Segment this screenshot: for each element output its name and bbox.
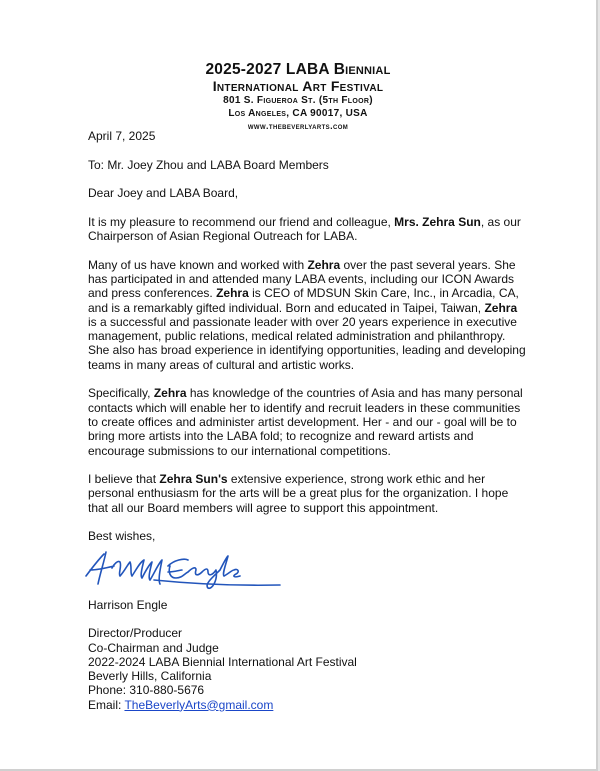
paragraph-1 (88, 215, 528, 244)
email-label: Email: (88, 697, 125, 712)
nominee-name: Zehra (153, 386, 187, 401)
paragraph-1-text-b: , as our Chairperson of Asian Regional Outreach for LABA. (88, 214, 521, 244)
paragraph-2-text-a: Many of us have known and worked with (88, 257, 308, 272)
paragraph-2-text-c: is CEO of MDSUN Skin Care, Inc., in Arcadia, CA, and is a remarkably gifted individual. Born and educated in Taipei, Taiwan, (88, 286, 519, 315)
nominee-name: Zehra (307, 257, 341, 272)
signer-title-2: Co-Chairman and Judge (88, 640, 219, 655)
paragraph-1-text-a: It is my pleasure to recommend our friend and colleague, (88, 214, 395, 229)
signer-phone: Phone: 310-880-5676 (88, 683, 205, 698)
paragraph-2-text-b: over the past several years. She has participated in and attended many LABA events, including our ICON Awards and press conferences. (88, 257, 516, 301)
signer-email-line (88, 698, 528, 712)
signature-strokes (86, 552, 280, 588)
paragraph-3-text-b: has knowledge of the countries of Asia and has many personal contacts which will enable her to identify and recruit leaders in these communities to create offices and administer artist development. Her - and our - goal will be to bring more artists into the LABA fold; to recognize and reward artists and encourage submissions to our international competitions. (88, 386, 523, 458)
letter-body (88, 129, 528, 712)
signer-title-3: 2022-2024 LABA Biennial International Art Festival (88, 654, 357, 669)
paragraph-2-text-d: is a successful and passionate leader with over 20 years experience in executive management, public relations, medical related administration and philanthropy. She also has broad experience in identifying opportunities, leading and developing teams in many areas of cultural and artistic works. (88, 314, 526, 372)
letterhead-website: www.thebeverlyarts.com (247, 120, 349, 131)
nominee-name: Zehra (484, 300, 518, 315)
letterhead (0, 62, 596, 131)
email-link[interactable]: TheBeverlyArts@gmail.com (124, 697, 274, 712)
nominee-name: Zehra (216, 286, 249, 301)
closing: Best wishes, (88, 529, 156, 544)
letterhead-subtitle: International Art Festival (212, 77, 384, 94)
signer-title-1: Director/Producer (88, 626, 183, 641)
paragraph-3-text-a: Specifically, (88, 386, 154, 401)
signer-location: Beverly Hills, California (88, 669, 212, 684)
handwritten-signature (84, 546, 284, 592)
paragraph-2 (88, 258, 528, 372)
salutation: Dear Joey and LABA Board, (88, 186, 239, 201)
paragraph-3 (88, 386, 528, 457)
letterhead-address-line-2: Los Angeles, CA 90017, USA (228, 107, 368, 119)
nominee-name: Zehra Sun's (159, 472, 228, 487)
letter-date: April 7, 2025 (88, 129, 156, 143)
paragraph-4-text-a: I believe that (88, 472, 160, 487)
letterhead-address-line-1: 801 S. Figueroa St. (5th Floor) (223, 94, 373, 106)
letterhead-title: 2025-2027 LABA Biennial (205, 61, 391, 78)
recipient-line: To: Mr. Joey Zhou and LABA Board Members (88, 157, 329, 172)
paragraph-4-text-b: extensive experience, strong work ethic and her personal enthusiasm for the arts will be a great plus for the organization. I hope that all our Board members will agree to support this appointment. (88, 472, 509, 515)
signer-name: Harrison Engle (88, 597, 168, 612)
nominee-name: Mrs. Zehra Sun (394, 214, 481, 229)
paragraph-4 (88, 472, 528, 515)
